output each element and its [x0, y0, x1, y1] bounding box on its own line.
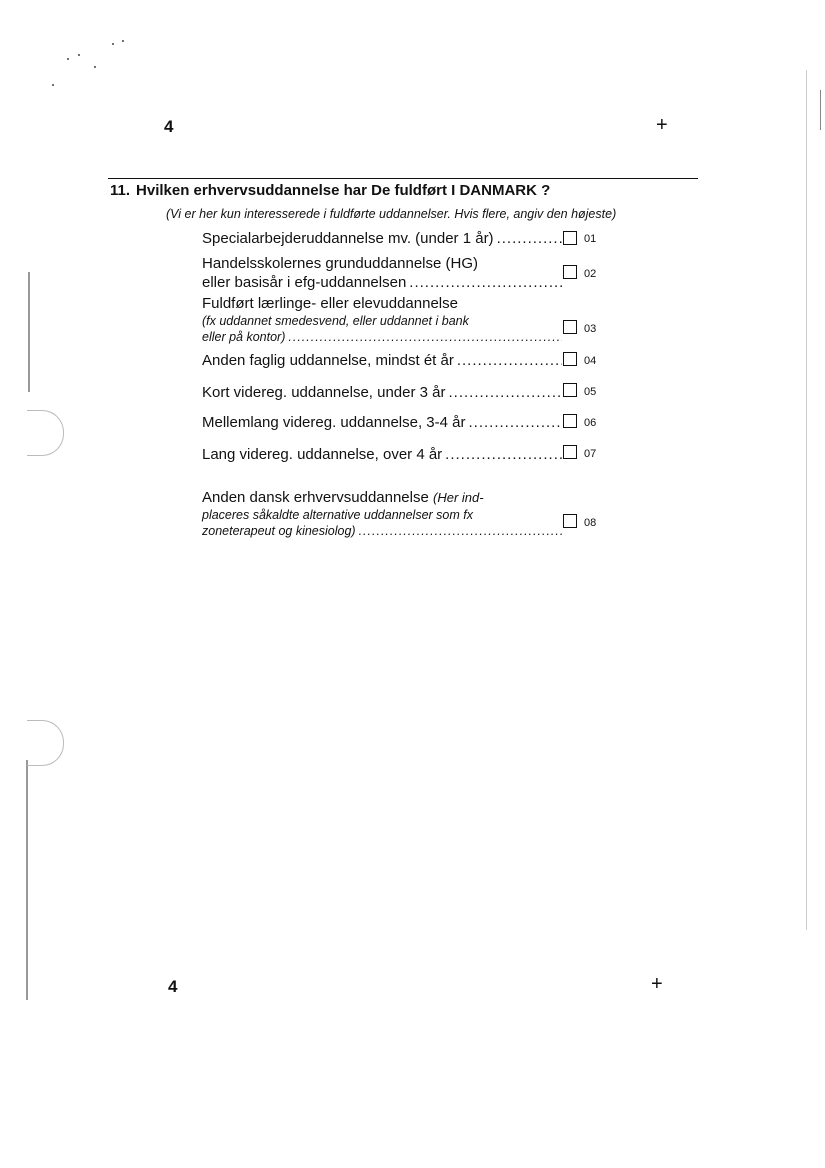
option-08: [202, 488, 562, 539]
left-margin-line: [28, 272, 30, 392]
scan-speck: [78, 54, 80, 56]
option-07: [202, 445, 562, 464]
scan-speck: [67, 58, 69, 60]
punch-hole: [27, 720, 64, 766]
leader-dots: [288, 329, 562, 345]
option-label: Anden faglig uddannelse, mindst ét år: [202, 352, 454, 369]
option-sublabel: placeres såkaldte alternative uddannelser som fx: [202, 508, 473, 522]
leader-dots: [497, 229, 562, 248]
leader-dots: [445, 445, 562, 464]
checkbox-01[interactable]: [563, 231, 577, 245]
code-08: 08: [584, 517, 597, 529]
question-title: [110, 182, 550, 199]
code-03: 03: [584, 323, 597, 335]
option-01: [202, 229, 562, 248]
registration-mark-top: +: [656, 114, 668, 136]
right-margin-line: [806, 70, 807, 930]
option-label-italic: (Her ind-: [433, 490, 484, 505]
scan-speck: [122, 40, 124, 42]
code-02: 02: [584, 268, 597, 280]
option-sublabel-line2: eller på kontor): [202, 330, 286, 344]
checkbox-02[interactable]: [563, 265, 577, 279]
code-01: 01: [584, 233, 597, 245]
option-label: Specialarbejderuddannelse mv. (under 1 år): [202, 230, 494, 247]
code-07: 07: [584, 448, 597, 460]
checkbox-03[interactable]: [563, 320, 577, 334]
option-sublabel-line2: zoneterapeut og kinesiolog): [202, 524, 356, 538]
option-sublabel: (fx uddannet smedesvend, eller uddannet i bank: [202, 314, 469, 328]
leader-dots: [409, 273, 562, 292]
header-rule: [108, 178, 698, 179]
option-05: [202, 383, 562, 402]
scan-speck: [112, 43, 114, 45]
checkbox-06[interactable]: [563, 414, 577, 428]
option-label: Kort videreg. uddannelse, under 3 år: [202, 384, 446, 401]
scan-speck: [52, 84, 54, 86]
question-text: Hvilken erhvervsuddannelse har De fuldført I DANMARK ?: [136, 182, 551, 199]
page-number-top: 4: [164, 117, 174, 136]
question-number: 11.: [110, 182, 131, 199]
checkbox-07[interactable]: [563, 445, 577, 459]
option-label: Handelsskolernes grunduddannelse (HG): [202, 255, 478, 272]
option-label-line2: eller basisår i efg-uddannelsen: [202, 274, 407, 291]
option-04: [202, 351, 562, 370]
checkbox-08[interactable]: [563, 514, 577, 528]
leader-dots: [457, 351, 562, 370]
left-margin-line: [26, 760, 28, 1000]
option-02: [202, 254, 562, 292]
registration-mark-bottom: +: [651, 973, 663, 995]
option-label: Lang videreg. uddannelse, over 4 år: [202, 446, 443, 463]
option-label: Anden dansk erhvervsuddannelse: [202, 489, 429, 506]
option-06: [202, 413, 562, 432]
leader-dots: [469, 413, 563, 432]
option-label: Mellemlang videreg. uddannelse, 3-4 år: [202, 414, 466, 431]
leader-dots: [449, 383, 563, 402]
option-03: [202, 294, 562, 345]
question-note: (Vi er her kun interesserede i fuldførte uddannelser. Hvis flere, angiv den højeste): [166, 207, 617, 221]
leader-dots: [359, 523, 562, 539]
checkbox-05[interactable]: [563, 383, 577, 397]
code-04: 04: [584, 355, 597, 367]
right-margin-line: [820, 90, 821, 130]
code-05: 05: [584, 386, 597, 398]
scan-speck: [94, 66, 96, 68]
code-06: 06: [584, 417, 597, 429]
option-label: Fuldført lærlinge- eller elevuddannelse: [202, 295, 458, 312]
page-number-bottom: 4: [168, 977, 178, 996]
checkbox-04[interactable]: [563, 352, 577, 366]
punch-hole: [27, 410, 64, 456]
